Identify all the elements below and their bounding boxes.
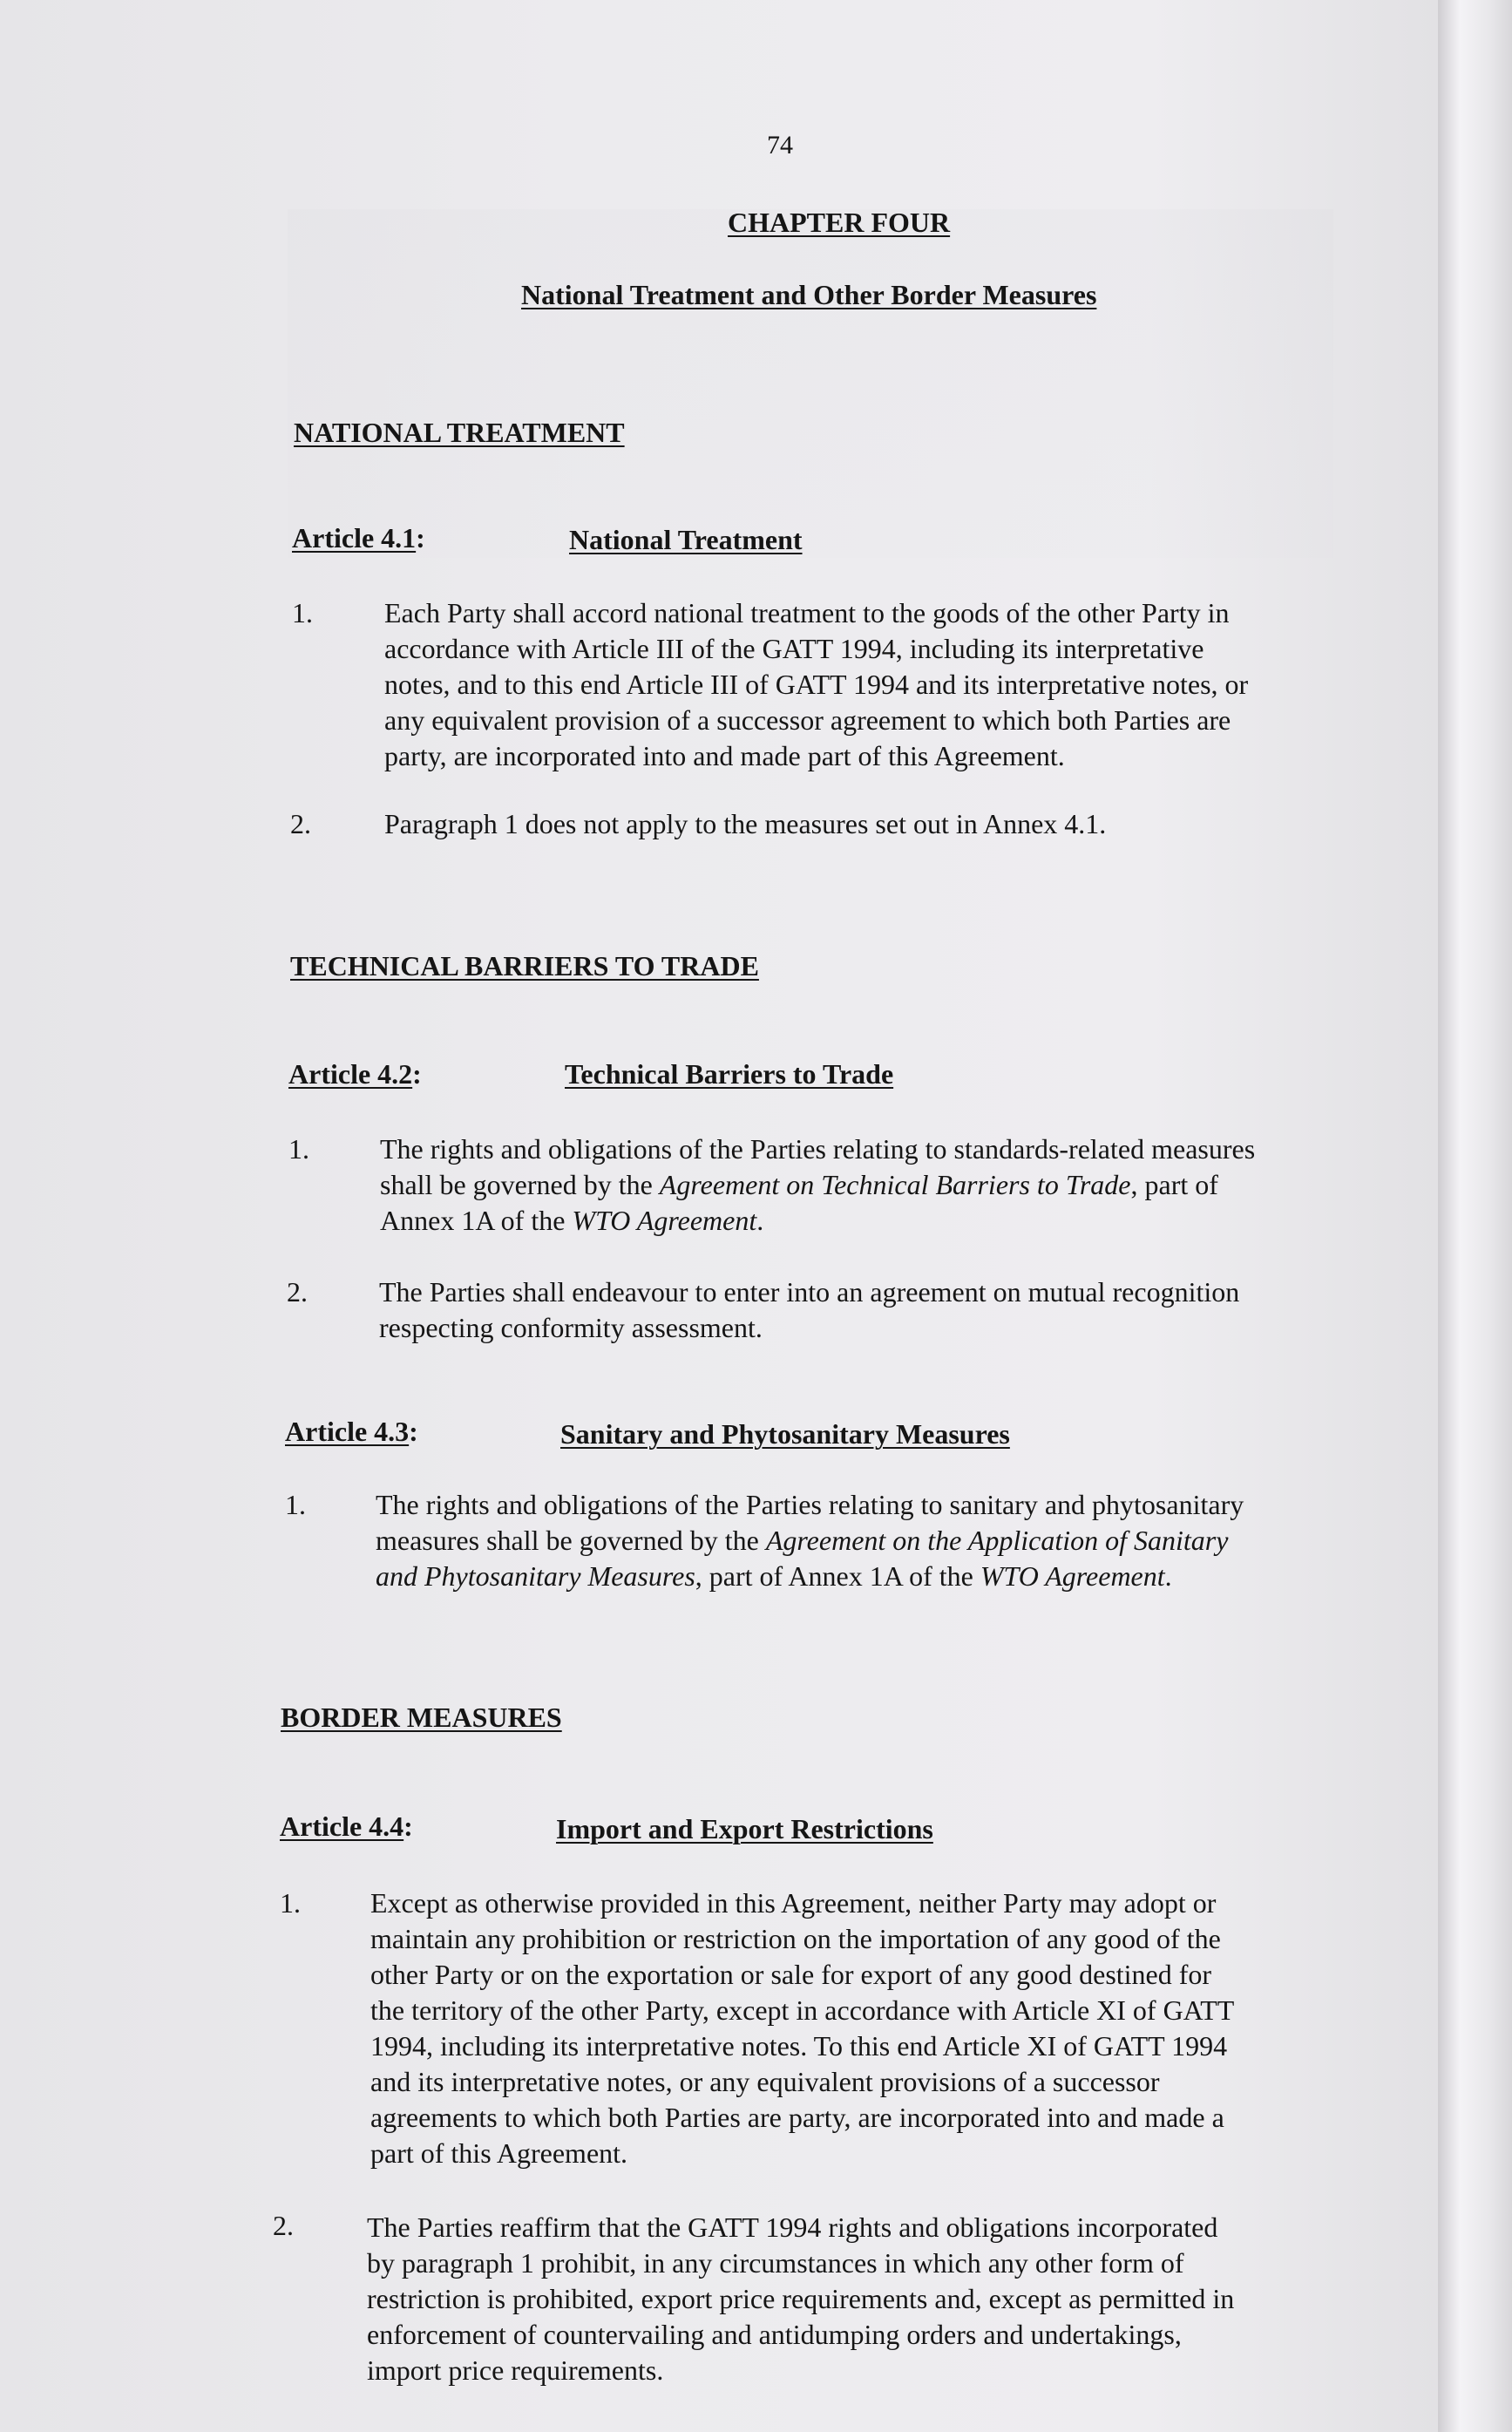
text-run: , part of Annex 1A of the [695,1560,980,1592]
article-4-4-paragraph-2 [367,2210,1234,2388]
article-4-2-number: Article 4.2 [288,1058,413,1090]
text-run: , part of [1130,1169,1218,1200]
paragraph-number: 1. [288,1133,309,1165]
section-heading-border-measures: BORDER MEASURES [281,1702,562,1733]
paragraph-line: Each Party shall accord national treatment to the goods of the other Party in [384,597,1230,628]
paragraph-line: accordance with Article III of the GATT 1994, including its interpretative [384,633,1204,664]
article-4-4-label [280,1809,413,1844]
article-4-4-paragraph-1 [370,1885,1234,2171]
article-4-1-label [292,520,425,556]
article-4-2-paragraph-2 [379,1274,1239,1346]
paragraph-line: Paragraph 1 does not apply to the measures set out in Annex 4.1. [384,808,1107,839]
article-4-3-label [285,1414,418,1450]
section-heading-technical-barriers: TECHNICAL BARRIERS TO TRADE [290,950,759,982]
article-4-2-title: Technical Barriers to Trade [565,1058,894,1090]
chapter-title: National Treatment and Other Border Measures [521,279,1097,310]
binding-edge [1438,0,1512,2432]
paragraph-line: notes, and to this end Article III of GATT 1994 and its interpretative notes, or [384,669,1249,700]
paragraph-number: 1. [292,597,313,628]
paragraph-line: part of this Agreement. [370,2137,628,2169]
paragraph-line: any equivalent provision of a successor agreement to which both Parties are [384,704,1231,736]
agreement-title: Agreement on Technical Barriers to Trade [659,1169,1131,1200]
paragraph-line: the territory of the other Party, except in accordance with Article XI of GATT [370,1994,1235,2026]
article-4-3-colon: : [409,1416,418,1447]
article-4-1-colon: : [416,522,425,554]
paragraph-line [376,1559,1244,1594]
article-4-3-paragraph-1 [376,1487,1244,1594]
paragraph-line [380,1167,1255,1203]
agreement-title: Agreement on the Application of Sanitary [765,1525,1229,1556]
show-through-bleed [288,209,1333,558]
paragraph-line: The Parties shall endeavour to enter into an agreement on mutual recognition [379,1276,1240,1308]
article-4-4-colon: : [403,1810,413,1842]
agreement-title: WTO Agreement [572,1205,757,1236]
page-number: 74 [767,131,793,160]
paragraph-line: enforcement of countervailing and antidumping orders and undertakings, [367,2319,1182,2350]
paragraph-line: The rights and obligations of the Parties relating to sanitary and phytosanitary [376,1489,1244,1520]
text-run: measures shall be governed by the [376,1525,766,1556]
paragraph-line: The rights and obligations of the Parties relating to standards-related measures [380,1133,1256,1165]
paragraph-line: by paragraph 1 prohibit, in any circumstances in which any other form of [367,2247,1184,2279]
article-4-2-colon: : [412,1058,422,1090]
article-4-1-paragraph-2 [384,806,1106,842]
article-4-3-number: Article 4.3 [285,1416,410,1447]
agreement-title: and Phytosanitary Measures [376,1560,695,1592]
paragraph-line: party, are incorporated into and made part of this Agreement. [384,740,1065,771]
article-4-4-number: Article 4.4 [280,1810,404,1842]
article-4-4-title: Import and Export Restrictions [556,1813,933,1844]
paragraph-line: 1994, including its interpretative notes. To this end Article XI of GATT 1994 [370,2030,1228,2062]
paragraph-line: restriction is prohibited, export price requirements and, except as permitted in [367,2283,1235,2314]
paragraph-line: import price requirements. [367,2354,664,2386]
paragraph-line: The Parties reaffirm that the GATT 1994 rights and obligations incorporated [367,2211,1218,2243]
article-4-3-title: Sanitary and Phytosanitary Measures [560,1418,1010,1450]
paragraph-line: and its interpretative notes, or any equivalent provisions of a successor [370,2066,1160,2097]
text-run: . [1164,1560,1172,1592]
text-run: shall be governed by the [380,1169,660,1200]
paragraph-line: Except as otherwise provided in this Agreement, neither Party may adopt or [370,1887,1217,1919]
paragraph-line: other Party or on the exportation or sale for export of any good destined for [370,1959,1212,1990]
text-run: Annex 1A of the [380,1205,573,1236]
paragraph-line: respecting conformity assessment. [379,1312,763,1343]
article-4-2-label [288,1056,422,1092]
paragraph-line: agreements to which both Parties are party, are incorporated into and made a [370,2102,1224,2133]
paragraph-number: 1. [285,1489,306,1520]
chapter-heading: CHAPTER FOUR [728,207,951,238]
article-4-1-paragraph-1 [384,595,1248,774]
paragraph-number: 2. [273,2210,294,2241]
paragraph-line [380,1203,1255,1239]
paragraph-line: maintain any prohibition or restriction on the importation of any good of the [370,1923,1221,1954]
paragraph-number: 2. [290,808,311,839]
article-4-2-paragraph-1 [380,1131,1255,1239]
article-4-1-number: Article 4.1 [292,522,417,554]
paragraph-number: 1. [280,1887,301,1919]
paragraph-number: 2. [287,1276,308,1308]
paragraph-line [376,1523,1244,1559]
text-run: . [756,1205,764,1236]
section-heading-national-treatment: NATIONAL TREATMENT [294,417,625,448]
article-4-1-title: National Treatment [569,524,803,555]
agreement-title: WTO Agreement [980,1560,1165,1592]
